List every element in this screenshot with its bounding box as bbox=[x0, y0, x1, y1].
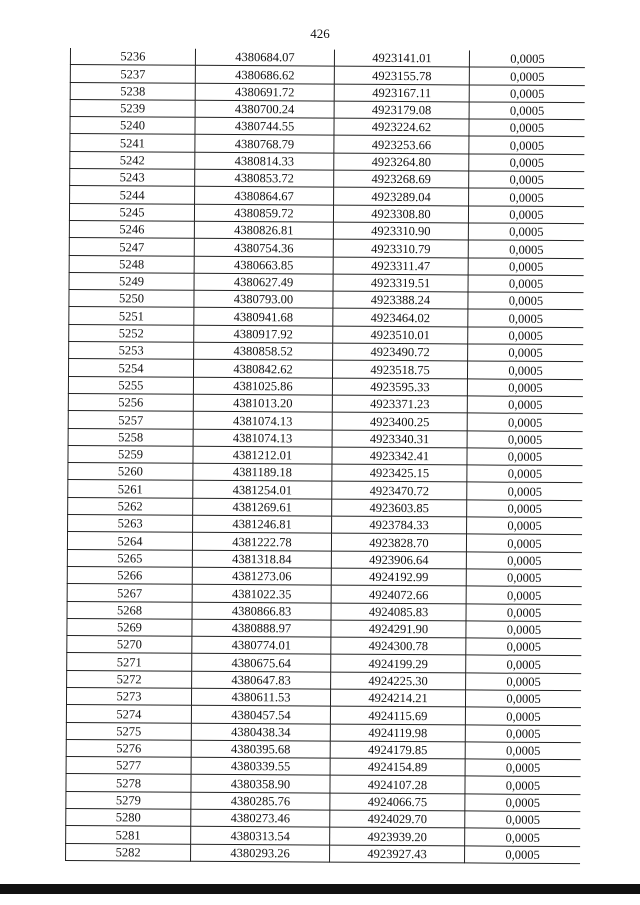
point-number-cell: 5267 bbox=[67, 584, 192, 602]
point-number-cell: 5237 bbox=[70, 65, 195, 83]
x-coordinate-cell: 4380941.68 bbox=[194, 308, 333, 326]
x-coordinate-cell: 4380774.01 bbox=[192, 636, 331, 654]
point-number-cell: 5245 bbox=[69, 203, 194, 221]
y-coordinate-cell: 4923155.78 bbox=[334, 66, 469, 84]
error-cell: 0,0005 bbox=[466, 534, 582, 552]
x-coordinate-cell: 4380754.36 bbox=[194, 239, 333, 257]
x-coordinate-cell: 4380457.54 bbox=[191, 706, 330, 724]
error-cell: 0,0005 bbox=[467, 430, 583, 448]
x-coordinate-cell: 4381074.13 bbox=[193, 411, 332, 429]
point-number-cell: 5242 bbox=[70, 151, 195, 169]
x-coordinate-cell: 4380273.46 bbox=[191, 809, 330, 827]
point-number-cell: 5253 bbox=[69, 342, 194, 360]
y-coordinate-cell: 4923264.80 bbox=[334, 153, 469, 171]
error-cell: 0,0005 bbox=[465, 759, 581, 777]
y-coordinate-cell: 4923518.75 bbox=[332, 360, 467, 378]
error-cell: 0,0005 bbox=[466, 638, 582, 656]
y-coordinate-cell: 4924072.66 bbox=[331, 585, 466, 603]
y-coordinate-cell: 4923371.23 bbox=[332, 395, 467, 413]
error-cell: 0,0005 bbox=[467, 465, 583, 483]
y-coordinate-cell: 4924107.28 bbox=[330, 776, 465, 794]
error-cell: 0,0005 bbox=[468, 206, 584, 224]
y-coordinate-cell: 4924291.90 bbox=[331, 620, 466, 638]
y-coordinate-cell: 4923906.64 bbox=[331, 551, 466, 569]
point-number-cell: 5257 bbox=[68, 411, 193, 429]
point-number-cell: 5249 bbox=[69, 272, 194, 290]
x-coordinate-cell: 4380339.55 bbox=[191, 757, 330, 775]
y-coordinate-cell: 4923308.80 bbox=[333, 205, 468, 223]
point-number-cell: 5256 bbox=[68, 393, 193, 411]
point-number-cell: 5239 bbox=[70, 99, 195, 117]
x-coordinate-cell: 4380627.49 bbox=[194, 273, 333, 291]
x-coordinate-cell: 4380826.81 bbox=[194, 221, 333, 239]
y-coordinate-cell: 4923310.90 bbox=[333, 222, 468, 240]
error-cell: 0,0005 bbox=[467, 413, 583, 431]
y-coordinate-cell: 4924085.83 bbox=[331, 603, 466, 621]
error-cell: 0,0005 bbox=[465, 707, 581, 725]
point-number-cell: 5248 bbox=[69, 255, 194, 273]
x-coordinate-cell: 4380313.54 bbox=[191, 827, 330, 845]
x-coordinate-cell: 4381273.06 bbox=[192, 567, 331, 585]
y-coordinate-cell: 4923464.02 bbox=[333, 309, 468, 327]
scan-border-bar bbox=[0, 884, 640, 894]
error-cell: 0,0005 bbox=[467, 379, 583, 397]
y-coordinate-cell: 4923319.51 bbox=[333, 274, 468, 292]
point-number-cell: 5260 bbox=[68, 463, 193, 481]
error-cell: 0,0005 bbox=[466, 655, 582, 673]
error-cell: 0,0005 bbox=[468, 344, 584, 362]
error-cell: 0,0005 bbox=[469, 50, 585, 68]
error-cell: 0,0005 bbox=[467, 500, 583, 518]
y-coordinate-cell: 4923595.33 bbox=[332, 378, 467, 396]
point-number-cell: 5262 bbox=[68, 497, 193, 515]
point-number-cell: 5281 bbox=[66, 826, 191, 844]
x-coordinate-cell: 4381254.01 bbox=[193, 481, 332, 499]
x-coordinate-cell: 4380814.33 bbox=[195, 152, 334, 170]
point-number-cell: 5250 bbox=[69, 290, 194, 308]
x-coordinate-cell: 4380611.53 bbox=[191, 688, 330, 706]
x-coordinate-cell: 4380691.72 bbox=[195, 83, 334, 101]
x-coordinate-cell: 4380917.92 bbox=[194, 325, 333, 343]
point-number-cell: 5278 bbox=[66, 774, 191, 792]
error-cell: 0,0005 bbox=[467, 482, 583, 500]
x-coordinate-cell: 4380395.68 bbox=[191, 740, 330, 758]
y-coordinate-cell: 4924029.70 bbox=[330, 810, 465, 828]
point-number-cell: 5269 bbox=[67, 618, 192, 636]
y-coordinate-cell: 4923784.33 bbox=[332, 516, 467, 534]
x-coordinate-cell: 4380684.07 bbox=[195, 49, 334, 67]
x-coordinate-cell: 4380864.67 bbox=[195, 187, 334, 205]
x-coordinate-cell: 4381222.78 bbox=[192, 533, 331, 551]
x-coordinate-cell: 4381013.20 bbox=[193, 394, 332, 412]
point-number-cell: 5259 bbox=[68, 445, 193, 463]
x-coordinate-cell: 4380647.83 bbox=[192, 671, 331, 689]
point-number-cell: 5263 bbox=[68, 515, 193, 533]
error-cell: 0,0005 bbox=[468, 327, 584, 345]
point-number-cell: 5272 bbox=[67, 670, 192, 688]
y-coordinate-cell: 4923289.04 bbox=[334, 187, 469, 205]
point-number-cell: 5280 bbox=[66, 809, 191, 827]
point-number-cell: 5254 bbox=[68, 359, 193, 377]
y-coordinate-cell: 4924119.98 bbox=[330, 724, 465, 742]
y-coordinate-cell: 4923340.31 bbox=[332, 430, 467, 448]
x-coordinate-cell: 4381025.86 bbox=[193, 377, 332, 395]
point-number-cell: 5279 bbox=[66, 791, 191, 809]
point-number-cell: 5265 bbox=[67, 549, 192, 567]
error-cell: 0,0005 bbox=[466, 552, 582, 570]
y-coordinate-cell: 4923253.66 bbox=[334, 136, 469, 154]
point-number-cell: 5244 bbox=[70, 186, 195, 204]
error-cell: 0,0005 bbox=[465, 846, 581, 864]
error-cell: 0,0005 bbox=[465, 690, 581, 708]
x-coordinate-cell: 4380768.79 bbox=[195, 135, 334, 153]
error-cell: 0,0005 bbox=[469, 119, 585, 137]
x-coordinate-cell: 4380663.85 bbox=[194, 256, 333, 274]
x-coordinate-cell: 4380888.97 bbox=[192, 619, 331, 637]
x-coordinate-cell: 4380686.62 bbox=[195, 66, 334, 84]
y-coordinate-cell: 4924066.75 bbox=[330, 793, 465, 811]
y-coordinate-cell: 4923342.41 bbox=[332, 447, 467, 465]
error-cell: 0,0005 bbox=[469, 85, 585, 103]
y-coordinate-cell: 4923311.47 bbox=[333, 257, 468, 275]
point-number-cell: 5241 bbox=[70, 134, 195, 152]
point-number-cell: 5240 bbox=[70, 117, 195, 135]
x-coordinate-cell: 4380675.64 bbox=[192, 654, 331, 672]
x-coordinate-cell: 4381246.81 bbox=[193, 515, 332, 533]
error-cell: 0,0005 bbox=[465, 742, 581, 760]
y-coordinate-cell: 4923828.70 bbox=[331, 533, 466, 551]
point-number-cell: 5238 bbox=[70, 82, 195, 100]
x-coordinate-cell: 4380842.62 bbox=[193, 360, 332, 378]
point-number-cell: 5261 bbox=[68, 480, 193, 498]
error-cell: 0,0005 bbox=[467, 448, 583, 466]
point-number-cell: 5273 bbox=[66, 687, 191, 705]
x-coordinate-cell: 4380858.52 bbox=[194, 342, 333, 360]
error-cell: 0,0005 bbox=[467, 517, 583, 535]
point-number-cell: 5255 bbox=[68, 376, 193, 394]
y-coordinate-cell: 4923141.01 bbox=[334, 50, 469, 68]
error-cell: 0,0005 bbox=[466, 586, 582, 604]
point-number-cell: 5276 bbox=[66, 739, 191, 757]
error-cell: 0,0005 bbox=[469, 171, 585, 189]
y-coordinate-cell: 4923268.69 bbox=[334, 170, 469, 188]
point-number-cell: 5282 bbox=[66, 843, 191, 861]
y-coordinate-cell: 4923179.08 bbox=[334, 101, 469, 119]
x-coordinate-cell: 4380700.24 bbox=[195, 100, 334, 118]
x-coordinate-cell: 4380793.00 bbox=[194, 290, 333, 308]
y-coordinate-cell: 4923167.11 bbox=[334, 84, 469, 102]
error-cell: 0,0005 bbox=[469, 136, 585, 154]
point-number-cell: 5251 bbox=[69, 307, 194, 325]
y-coordinate-cell: 4923510.01 bbox=[333, 326, 468, 344]
point-number-cell: 5243 bbox=[70, 169, 195, 187]
y-coordinate-cell: 4923310.79 bbox=[333, 239, 468, 257]
x-coordinate-cell: 4380866.83 bbox=[192, 602, 331, 620]
y-coordinate-cell: 4924225.30 bbox=[331, 672, 466, 690]
error-cell: 0,0005 bbox=[469, 67, 585, 85]
y-coordinate-cell: 4924214.21 bbox=[330, 689, 465, 707]
y-coordinate-cell: 4923388.24 bbox=[333, 291, 468, 309]
error-cell: 0,0005 bbox=[469, 154, 585, 172]
x-coordinate-cell: 4381074.13 bbox=[193, 429, 332, 447]
point-number-cell: 5246 bbox=[69, 220, 194, 238]
error-cell: 0,0005 bbox=[467, 396, 583, 414]
y-coordinate-cell: 4924199.29 bbox=[331, 654, 466, 672]
point-number-cell: 5277 bbox=[66, 757, 191, 775]
error-cell: 0,0005 bbox=[468, 223, 584, 241]
error-cell: 0,0005 bbox=[468, 275, 584, 293]
y-coordinate-cell: 4923470.72 bbox=[332, 482, 467, 500]
error-cell: 0,0005 bbox=[466, 621, 582, 639]
coordinates-table bbox=[65, 48, 585, 864]
x-coordinate-cell: 4381022.35 bbox=[192, 584, 331, 602]
x-coordinate-cell: 4381212.01 bbox=[193, 446, 332, 464]
point-number-cell: 5268 bbox=[67, 601, 192, 619]
point-number-cell: 5270 bbox=[67, 636, 192, 654]
y-coordinate-cell: 4924192.99 bbox=[331, 568, 466, 586]
y-coordinate-cell: 4924179.85 bbox=[330, 741, 465, 759]
y-coordinate-cell: 4923603.85 bbox=[332, 499, 467, 517]
x-coordinate-cell: 4380853.72 bbox=[195, 169, 334, 187]
point-number-cell: 5266 bbox=[67, 566, 192, 584]
y-coordinate-cell: 4923400.25 bbox=[332, 412, 467, 430]
y-coordinate-cell: 4923224.62 bbox=[334, 118, 469, 136]
x-coordinate-cell: 4381318.84 bbox=[192, 550, 331, 568]
error-cell: 0,0005 bbox=[468, 240, 584, 258]
y-coordinate-cell: 4923425.15 bbox=[332, 464, 467, 482]
point-number-cell: 5252 bbox=[69, 324, 194, 342]
y-coordinate-cell: 4924115.69 bbox=[330, 706, 465, 724]
error-cell: 0,0005 bbox=[466, 673, 582, 691]
error-cell: 0,0005 bbox=[465, 828, 581, 846]
table-body bbox=[66, 48, 585, 864]
y-coordinate-cell: 4924300.78 bbox=[331, 637, 466, 655]
error-cell: 0,0005 bbox=[469, 188, 585, 206]
y-coordinate-cell: 4923490.72 bbox=[333, 343, 468, 361]
y-coordinate-cell: 4923927.43 bbox=[330, 845, 465, 863]
point-number-cell: 5236 bbox=[70, 48, 195, 66]
error-cell: 0,0005 bbox=[465, 811, 581, 829]
x-coordinate-cell: 4380438.34 bbox=[191, 723, 330, 741]
error-cell: 0,0005 bbox=[467, 361, 583, 379]
y-coordinate-cell: 4924154.89 bbox=[330, 758, 465, 776]
x-coordinate-cell: 4381269.61 bbox=[193, 498, 332, 516]
error-cell: 0,0005 bbox=[468, 257, 584, 275]
x-coordinate-cell: 4380744.55 bbox=[195, 117, 334, 135]
point-number-cell: 5264 bbox=[67, 532, 192, 550]
table-row bbox=[66, 843, 581, 863]
x-coordinate-cell: 4380859.72 bbox=[194, 204, 333, 222]
point-number-cell: 5258 bbox=[68, 428, 193, 446]
point-number-cell: 5247 bbox=[69, 238, 194, 256]
point-number-cell: 5271 bbox=[67, 653, 192, 671]
error-cell: 0,0005 bbox=[465, 725, 581, 743]
page-number: 426 bbox=[310, 26, 330, 41]
point-number-cell: 5275 bbox=[66, 722, 191, 740]
error-cell: 0,0005 bbox=[466, 603, 582, 621]
error-cell: 0,0005 bbox=[468, 309, 584, 327]
error-cell: 0,0005 bbox=[466, 569, 582, 587]
x-coordinate-cell: 4380293.26 bbox=[191, 844, 330, 862]
error-cell: 0,0005 bbox=[469, 102, 585, 120]
x-coordinate-cell: 4381189.18 bbox=[193, 463, 332, 481]
point-number-cell: 5274 bbox=[66, 705, 191, 723]
error-cell: 0,0005 bbox=[465, 794, 581, 812]
x-coordinate-cell: 4380358.90 bbox=[191, 775, 330, 793]
y-coordinate-cell: 4923939.20 bbox=[330, 827, 465, 845]
x-coordinate-cell: 4380285.76 bbox=[191, 792, 330, 810]
error-cell: 0,0005 bbox=[465, 776, 581, 794]
error-cell: 0,0005 bbox=[468, 292, 584, 310]
